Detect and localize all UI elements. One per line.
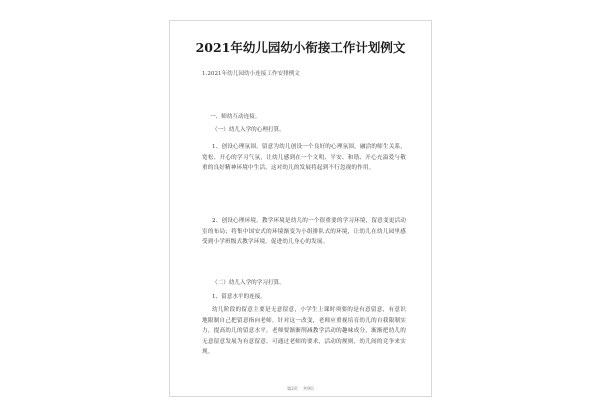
paragraph-3: 幼儿阶段的留意主要是无意留意，小学生上课时须要的是有意留意，有意识地限制自己把留意指向老师。针对这一改变，老师应重视培育幼儿的自我限制实力，提高幼儿的留意水平。老师要渐渐削减教学活动的趣味成分，渐渐把幼儿的无意留意发展为有意留意。可通过老师的要求，活动的规则，幼儿间的竞争来实现。 xyxy=(202,307,406,356)
document-page xyxy=(169,20,432,397)
point-heading-1: 1、留意水平的连接。 xyxy=(212,294,266,300)
document-title: 2021年幼儿园幼小衔接工作计划例文 xyxy=(195,40,406,55)
subsection-heading-2: （二）幼儿入学的学习打算。 xyxy=(212,280,285,286)
page-number: 第2页 xyxy=(286,386,298,391)
section-heading-1: 一、师幼互动连接。 xyxy=(210,114,261,120)
document-subtitle: 1.2021年幼儿园幼小连接工作安排例文 xyxy=(202,71,300,77)
page-total: 共9页 xyxy=(303,386,315,391)
page-footer xyxy=(170,386,431,392)
paragraph-1: 1、创设心理氛围。留意为幼儿创设一个良好的心理氛围，融洽的师生关系，宽松、开心的学习气氛，让幼儿感到在一个文明、平安、和谐、开心充溢爱与敬重的良好精神环境中生活，这对幼儿的发展将起到不行忽视的作用。 xyxy=(202,144,406,172)
subsection-heading-1: （一）幼儿入学的心理打算。 xyxy=(212,127,285,133)
paragraph-2: 2、创设心理环境。教学环境是幼儿的一个很重要的学习环境，留意变更活动室的布局；将集中国安式的环境渐变为小组排队式的环境，让幼儿在幼儿园里感受到小学班级式教学环境，促进幼儿身心的发展。 xyxy=(202,218,406,246)
